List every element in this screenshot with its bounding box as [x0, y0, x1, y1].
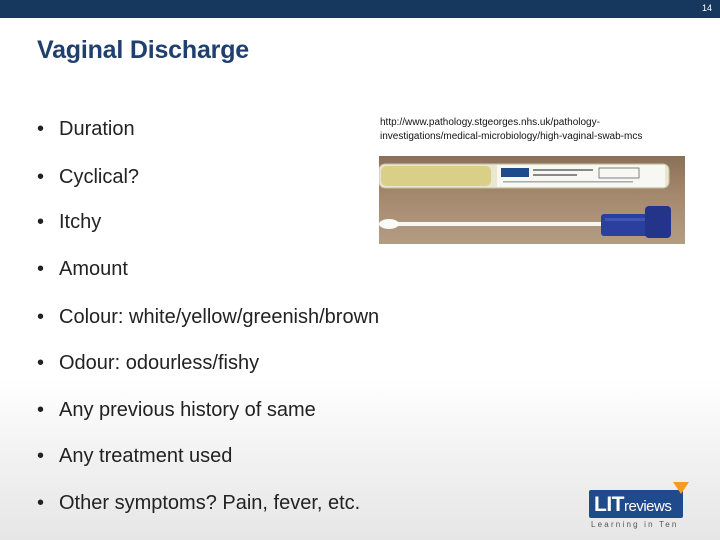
bullet-item: • Any previous history of same	[37, 399, 316, 421]
swab-tube-photo	[379, 156, 685, 244]
logo-text: LITreviews	[594, 493, 672, 516]
litreviews-logo	[589, 490, 689, 532]
source-url[interactable]: http://www.pathology.stgeorges.nhs.uk/pathology- investigations/medical-microbiology/high-vaginal-swab-mcs	[380, 117, 643, 142]
bullet-list	[37, 0, 477, 540]
logo-tagline: Learning in Ten	[591, 520, 679, 529]
slide-title: Vaginal Discharge	[37, 36, 249, 64]
bullet-item: • Cyclical?	[37, 166, 140, 188]
logo-arrow-icon	[673, 482, 689, 494]
logo-box	[589, 490, 683, 518]
swab-illustration	[379, 156, 685, 244]
bullet-item: • Duration	[37, 118, 135, 140]
bullet-item: • Colour: white/yellow/greenish/brown	[37, 306, 380, 328]
bullet-item: • Any treatment used	[37, 445, 233, 467]
bullet-item: • Odour: odourless/fishy	[37, 352, 260, 374]
bullet-item: • Itchy	[37, 211, 102, 233]
bullet-item: • Other symptoms? Pain, fever, etc.	[37, 492, 361, 514]
slide-number: 14	[701, 3, 712, 13]
bullet-item: • Amount	[37, 258, 128, 280]
